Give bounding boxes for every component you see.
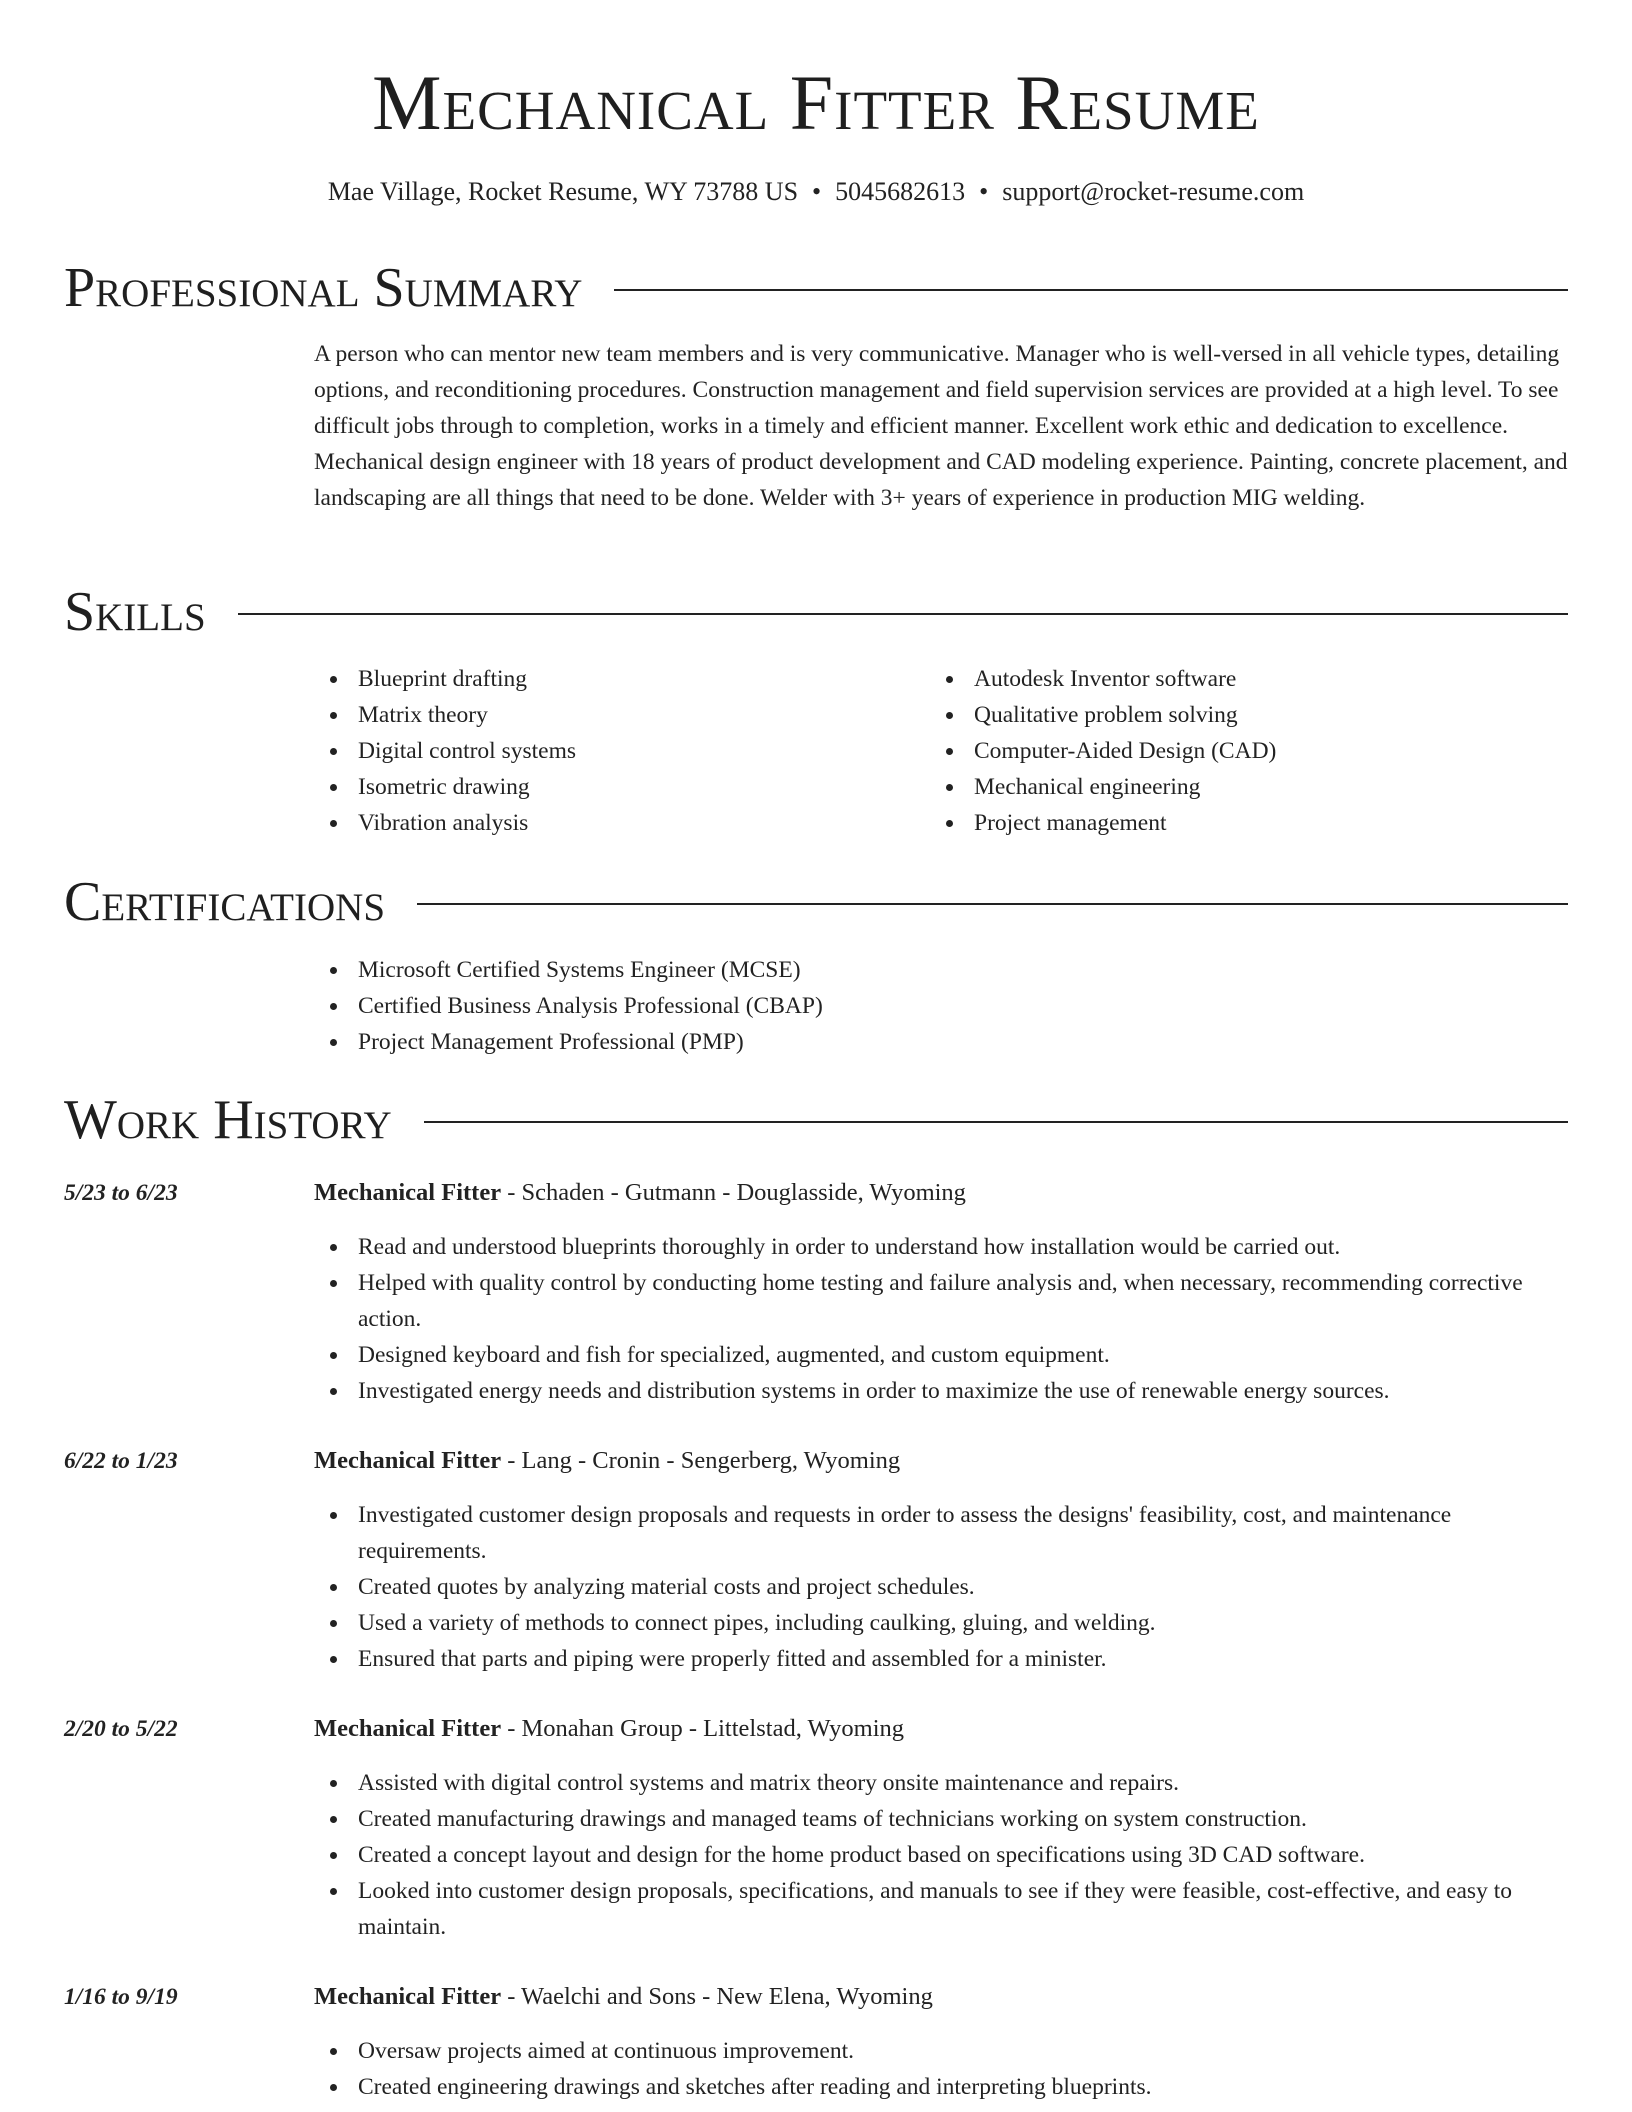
skill-item: Autodesk Inventor software (930, 661, 1530, 697)
certifications-list (314, 952, 1314, 1060)
job-employer-location: - Waelchi and Sons - New Elena, Wyoming (501, 1983, 933, 2010)
job-role: Mechanical Fitter (314, 1715, 502, 1742)
job-duty-item: Created quotes by analyzing material costs and project schedules. (314, 1569, 1568, 1605)
summary-text: A person who can mentor new team members and is very communicative. Manager who is well-versed in all vehicle types, detailing options, and reconditioning procedures. Construction management and field supervision services are provided at a high level. To see difficult jobs through to completion, works in a timely and efficient manner. Excellent work ethic and dedication to excellence. Mechanical design engineer with 18 years of product development and CAD modeling experience. Painting, concrete placement, and landscaping are all things that need to be done. Welder with 3+ years of experience in production MIG welding. (314, 341, 1568, 511)
separator-dot: • (812, 177, 822, 206)
job-duties-list (314, 2033, 1568, 2105)
job-duty-item: Ensured that parts and piping were properly fitted and assembled for a minister. (314, 1641, 1568, 1677)
skill-item: Matrix theory (314, 697, 914, 733)
job-dates: 1/16 to 9/19 (64, 1984, 178, 2010)
skill-item: Vibration analysis (314, 805, 914, 841)
job-heading (314, 1711, 1568, 1747)
skill-item: Isometric drawing (314, 769, 914, 805)
section-header-certifications (64, 870, 1568, 934)
section-title-summary: Professional Summary (64, 257, 583, 319)
skills-list-right (930, 661, 1530, 841)
job-heading (314, 1175, 1568, 1211)
job-duties-list (314, 1765, 1568, 1945)
page-title: Mechanical Fitter Resume (372, 59, 1260, 146)
certification-item: Microsoft Certified Systems Engineer (MCSE) (314, 952, 1314, 988)
job-employer-location: - Lang - Cronin - Sengerberg, Wyoming (501, 1447, 901, 1474)
certification-item: Certified Business Analysis Professional (CBAP) (314, 988, 1314, 1024)
job-duty-item: Created engineering drawings and sketches after reading and interpreting blueprints. (314, 2069, 1568, 2105)
skill-item: Project management (930, 805, 1530, 841)
section-title-work-history: Work History (64, 1089, 392, 1151)
job-role: Mechanical Fitter (314, 1983, 502, 2010)
job-role: Mechanical Fitter (314, 1179, 502, 1206)
phone: 5045682613 (835, 177, 966, 206)
skills-list-left (314, 661, 914, 841)
job-duty-item: Created a concept layout and design for the home product based on specifications using 3D CAD software. (314, 1837, 1568, 1873)
job-dates: 2/20 to 5/22 (64, 1716, 178, 1742)
email: support@rocket-resume.com (1002, 177, 1305, 206)
skill-item: Mechanical engineering (930, 769, 1530, 805)
section-header-summary (64, 256, 1568, 320)
section-divider (424, 1121, 1568, 1123)
job-duty-item: Designed keyboard and fish for specialized, augmented, and custom equipment. (314, 1337, 1568, 1373)
skill-item: Computer-Aided Design (CAD) (930, 733, 1530, 769)
section-title-skills: Skills (64, 581, 206, 643)
job-employer-location: - Schaden - Gutmann - Douglasside, Wyoming (501, 1179, 966, 1206)
job-heading (314, 1443, 1568, 1479)
skill-item: Qualitative problem solving (930, 697, 1530, 733)
section-header-skills (64, 580, 1568, 644)
separator-dot: • (979, 177, 989, 206)
job-duties-list (314, 1229, 1568, 1409)
job-duties-list (314, 1497, 1568, 1677)
job-duty-item: Used a variety of methods to connect pipes, including caulking, gluing, and welding. (314, 1605, 1568, 1641)
job-duty-item: Investigated customer design proposals and requests in order to assess the designs' feasibility, cost, and maintenance requirements. (314, 1497, 1568, 1569)
section-title-certifications: Certifications (64, 871, 386, 933)
job-role: Mechanical Fitter (314, 1447, 502, 1474)
skill-item: Blueprint drafting (314, 661, 914, 697)
job-dates: 6/22 to 1/23 (64, 1448, 178, 1474)
job-duty-item: Investigated energy needs and distribution systems in order to maximize the use of renewable energy sources. (314, 1373, 1568, 1409)
job-duty-item: Looked into customer design proposals, specifications, and manuals to see if they were feasible, cost-effective, and easy to maintain. (314, 1873, 1568, 1945)
certification-item: Project Management Professional (PMP) (314, 1024, 1314, 1060)
job-heading (314, 1979, 1568, 2015)
section-divider (614, 289, 1568, 291)
skill-item: Digital control systems (314, 733, 914, 769)
job-duty-item: Assisted with digital control systems and matrix theory onsite maintenance and repairs. (314, 1765, 1568, 1801)
job-employer-location: - Monahan Group - Littelstad, Wyoming (501, 1715, 905, 1742)
section-header-work-history (64, 1088, 1568, 1152)
job-duty-item: Read and understood blueprints thoroughly in order to understand how installation would be carried out. (314, 1229, 1568, 1265)
section-divider (417, 903, 1568, 905)
section-divider (238, 613, 1568, 615)
job-duty-item: Helped with quality control by conducting home testing and failure analysis and, when necessary, recommending corrective action. (314, 1265, 1568, 1337)
job-dates: 5/23 to 6/23 (64, 1180, 178, 1206)
contact-line (0, 174, 1632, 210)
job-duty-item: Created manufacturing drawings and managed teams of technicians working on system construction. (314, 1801, 1568, 1837)
job-duty-item: Oversaw projects aimed at continuous improvement. (314, 2033, 1568, 2069)
address: Mae Village, Rocket Resume, WY 73788 US (327, 177, 799, 206)
